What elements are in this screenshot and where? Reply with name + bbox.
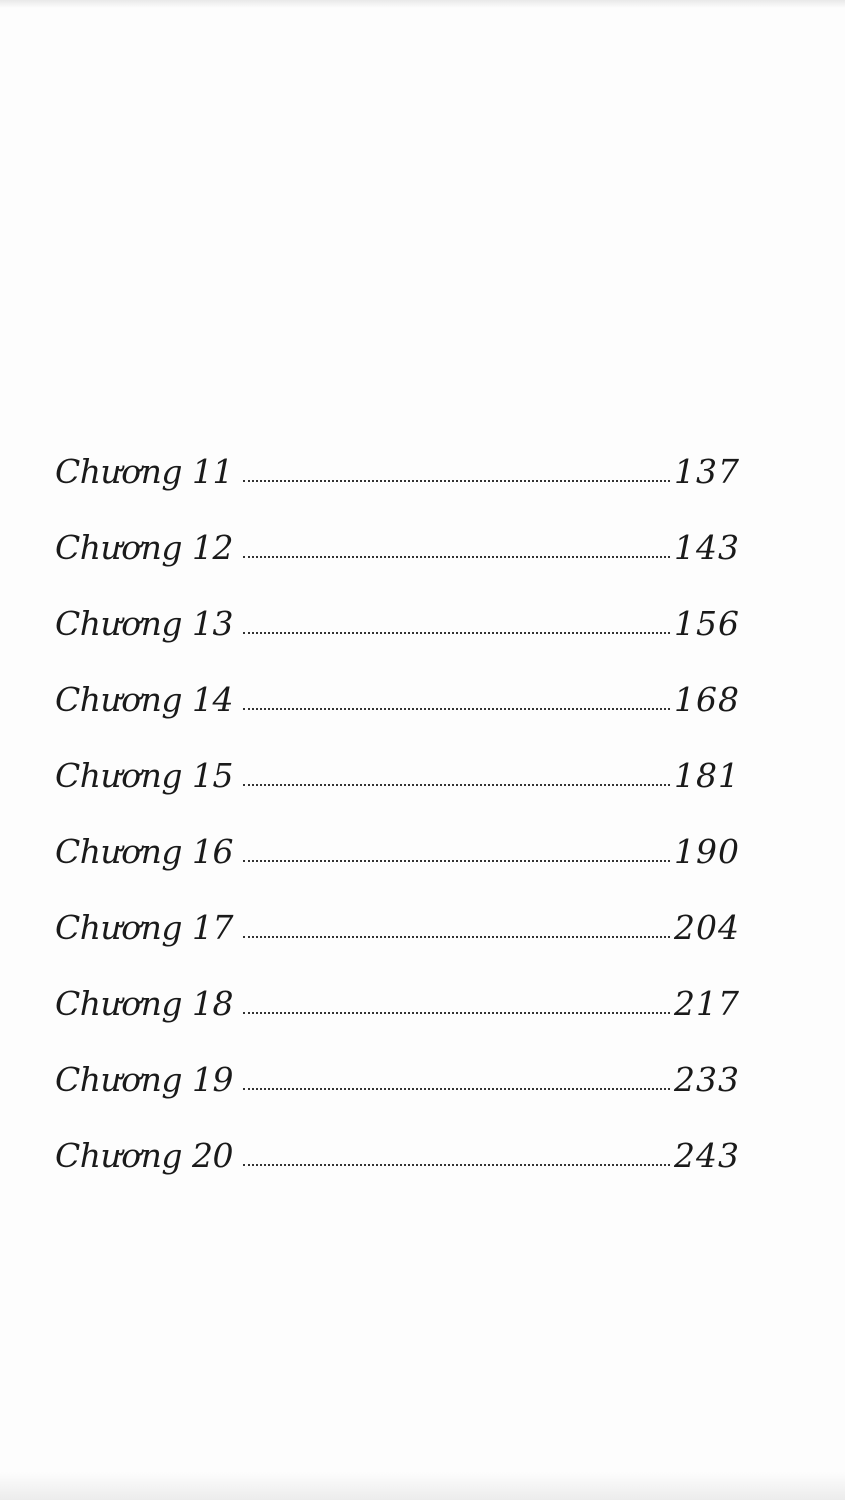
- page-top-edge: [0, 0, 845, 8]
- toc-entry: [55, 871, 740, 947]
- toc-entry-page: 243: [674, 1136, 740, 1175]
- dot-leader: [243, 1088, 670, 1090]
- toc-entry-title: Chương 18: [55, 984, 233, 1023]
- toc-entry-page: 190: [674, 832, 740, 871]
- toc-entry: [55, 491, 740, 567]
- table-of-contents: [55, 415, 740, 1175]
- dot-leader: [243, 708, 670, 710]
- toc-entry: [55, 415, 740, 491]
- toc-entry-title: Chương 19: [55, 1060, 233, 1099]
- toc-entry-page: 137: [674, 452, 740, 491]
- toc-entry-page: 181: [674, 756, 740, 795]
- toc-entry-title: Chương 12: [55, 528, 233, 567]
- toc-entry-title: Chương 17: [55, 908, 233, 947]
- toc-entry: [55, 1099, 740, 1175]
- toc-entry-page: 233: [674, 1060, 740, 1099]
- dot-leader: [243, 556, 670, 558]
- toc-entry-page: 204: [674, 908, 740, 947]
- toc-entry-page: 168: [674, 680, 740, 719]
- dot-leader: [243, 480, 670, 482]
- toc-entry-title: Chương 20: [55, 1136, 233, 1175]
- toc-entry: [55, 719, 740, 795]
- toc-entry-page: 143: [674, 528, 740, 567]
- page-bottom-edge: [0, 1472, 845, 1500]
- toc-entry-title: Chương 15: [55, 756, 233, 795]
- dot-leader: [243, 632, 670, 634]
- dot-leader: [243, 1012, 670, 1014]
- toc-entry-title: Chương 14: [55, 680, 233, 719]
- toc-entry: [55, 567, 740, 643]
- toc-entry-title: Chương 13: [55, 604, 233, 643]
- toc-entry: [55, 947, 740, 1023]
- toc-entry-page: 156: [674, 604, 740, 643]
- dot-leader: [243, 936, 670, 938]
- dot-leader: [243, 860, 670, 862]
- dot-leader: [243, 1164, 670, 1166]
- dot-leader: [243, 784, 670, 786]
- toc-entry: [55, 643, 740, 719]
- toc-entry: [55, 1023, 740, 1099]
- toc-entry-title: Chương 16: [55, 832, 233, 871]
- toc-entry-page: 217: [674, 984, 740, 1023]
- toc-entry-title: Chương 11: [55, 452, 233, 491]
- toc-entry: [55, 795, 740, 871]
